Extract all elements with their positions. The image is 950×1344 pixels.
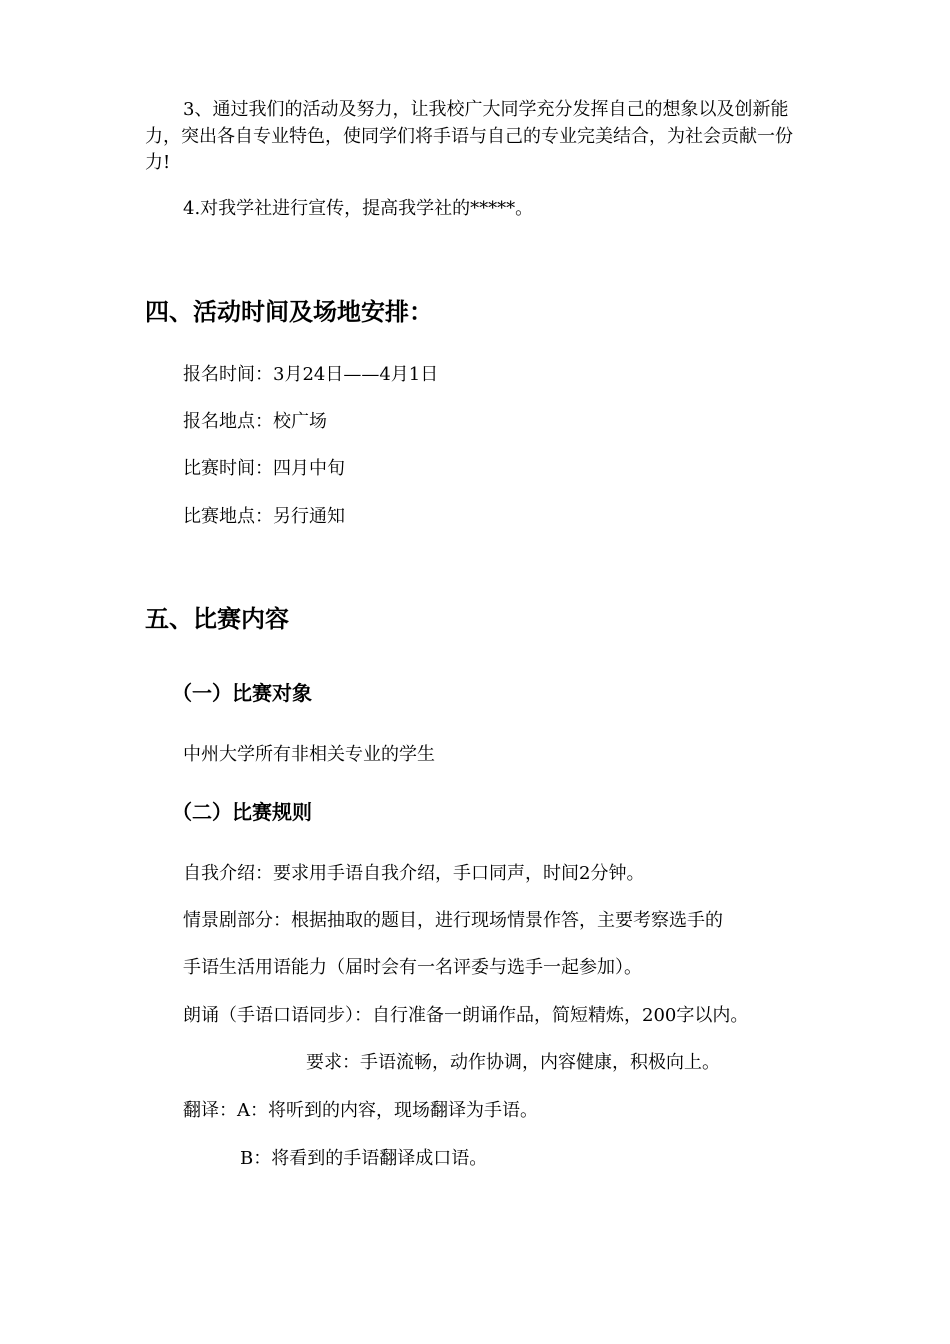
rule-self-introduction: 自我介绍：要求用手语自我介绍，手口同声，时间2分钟。 xyxy=(183,863,645,884)
rule-recitation: 朗诵（手语口语同步）：自行准备一朗诵作品，简短精炼，200字以内。 xyxy=(183,1005,749,1026)
schedule-competition-time: 比赛时间：四月中旬 xyxy=(183,458,345,479)
schedule-registration-place: 报名地点：校广场 xyxy=(183,411,327,432)
section-heading-schedule: 四、活动时间及场地安排： xyxy=(145,298,433,326)
rule-translation-b: B：将看到的手语翻译成口语。 xyxy=(240,1148,488,1169)
paragraph-goal-4: 4.对我学社进行宣传，提高我学社的*****。 xyxy=(183,198,534,219)
rule-scenario-part: 情景剧部分：根据抽取的题目，进行现场情景作答，主要考察选手的 xyxy=(183,910,723,931)
schedule-registration-time: 报名时间：3月24日——4月1日 xyxy=(183,364,439,385)
schedule-competition-place: 比赛地点：另行通知 xyxy=(183,506,345,527)
rule-requirements: 要求：手语流畅，动作协调，内容健康，积极向上。 xyxy=(306,1052,720,1073)
participants-text: 中州大学所有非相关专业的学生 xyxy=(183,744,435,765)
section-heading-content: 五、比赛内容 xyxy=(145,605,289,633)
rule-scenario-part-continued: 手语生活用语能力（届时会有一名评委与选手一起参加）。 xyxy=(183,957,642,978)
subsection-heading-rules: （二）比赛规则 xyxy=(172,800,312,824)
paragraph-goal-3: 3、通过我们的活动及努力，让我校广大同学充分发挥自己的想象以及创新能力，突出各自专业特色，使同学们将手语与自己的专业完美结合，为社会贡献一份力! xyxy=(145,99,793,173)
subsection-heading-participants: （一）比赛对象 xyxy=(172,681,312,705)
rule-translation-a: 翻译：A：将听到的内容，现场翻译为手语。 xyxy=(183,1100,538,1121)
